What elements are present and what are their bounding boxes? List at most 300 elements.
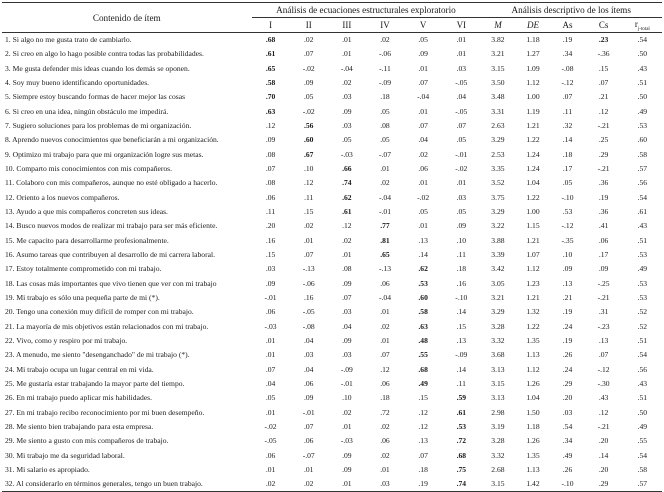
table-row	[2, 190, 662, 204]
value-cell: -.11	[379, 63, 391, 73]
value-cell: .08	[342, 264, 352, 274]
value-cell: .51	[637, 77, 648, 87]
item-text: 6. Si creo en una idea, ningún obstáculo me impedirá.	[5, 106, 169, 116]
value-cell: .58	[637, 149, 648, 159]
table-row	[2, 147, 662, 161]
table-body	[2, 33, 662, 492]
value-cell: 3.13	[491, 364, 505, 374]
table-row	[2, 248, 662, 262]
value-cell: .61	[342, 206, 352, 216]
value-cell: .01	[265, 465, 276, 475]
value-cell: 3.68	[491, 350, 505, 360]
value-cell: -.10	[561, 479, 574, 489]
value-cell: 3.88	[491, 235, 505, 245]
value-cell: 3.48	[491, 92, 505, 102]
value-cell: -.07	[302, 450, 315, 460]
value-cell: .58	[418, 307, 428, 317]
value-cell: .61	[456, 407, 467, 417]
value-cell: .25	[598, 135, 609, 145]
value-cell: .09	[342, 106, 352, 116]
value-cell: .07	[303, 422, 314, 432]
table-row	[2, 391, 662, 405]
value-cell: .61	[265, 49, 276, 59]
value-cell: 3.28	[491, 436, 505, 446]
value-cell: .13	[456, 336, 467, 346]
item-column-header: Contenido de ítem	[2, 3, 252, 33]
value-cell: .81	[380, 235, 390, 245]
value-cell: .02	[380, 321, 390, 331]
value-cell: -.30	[597, 379, 610, 389]
value-cell: -.04	[378, 192, 391, 202]
value-cell: .70	[265, 92, 276, 102]
value-cell: .03	[456, 63, 467, 73]
table-row	[2, 406, 662, 420]
col-header-sd: DE	[515, 18, 550, 33]
table-row	[2, 434, 662, 448]
col-header-mean: M	[480, 18, 515, 33]
value-cell: .07	[418, 450, 428, 460]
value-cell: .49	[562, 450, 573, 460]
value-cell: -.21	[597, 293, 610, 303]
value-cell: .59	[456, 393, 467, 403]
value-cell: .18	[380, 92, 390, 102]
value-cell: .72	[380, 407, 390, 417]
value-cell: 1.12	[526, 364, 540, 374]
item-text: 15. Me capacito para desarrollarme profesionalmente.	[5, 235, 169, 245]
value-cell: .60	[303, 135, 314, 145]
value-cell: 1.12	[526, 77, 540, 87]
item-text: 7. Sugiero soluciones para los problemas de mi organización.	[5, 120, 192, 130]
value-cell: .43	[637, 221, 648, 231]
value-cell: .01	[380, 307, 390, 317]
value-cell: .01	[380, 336, 390, 346]
value-cell: .01	[342, 479, 352, 489]
value-cell: 3.32	[491, 336, 505, 346]
value-cell: .65	[265, 63, 276, 73]
item-text: 18. Las cosas más importantes que vivo tienen que ver con mi trabajo	[5, 278, 217, 288]
value-cell: .26	[562, 465, 573, 475]
value-cell: .06	[598, 235, 609, 245]
value-cell: .09	[342, 465, 352, 475]
value-cell: 1.09	[526, 63, 540, 73]
value-cell: .66	[342, 163, 352, 173]
value-cell: -.01	[264, 293, 277, 303]
value-cell: 3.05	[491, 278, 505, 288]
value-cell: .23	[598, 35, 609, 44]
value-cell: .52	[637, 307, 648, 317]
value-cell: -.06	[302, 278, 315, 288]
table-row	[2, 377, 662, 391]
value-cell: -.36	[597, 49, 610, 59]
value-cell: .07	[265, 364, 276, 374]
value-cell: .49	[637, 106, 648, 116]
value-cell: .53	[637, 278, 648, 288]
value-cell: 3.39	[491, 249, 505, 259]
value-cell: .60	[637, 135, 648, 145]
value-cell: .72	[456, 436, 467, 446]
value-cell: 3.22	[491, 221, 505, 231]
table-row	[2, 76, 662, 90]
value-cell: 1.13	[526, 465, 540, 475]
value-cell: .09	[303, 77, 314, 87]
value-cell: 1.18	[526, 35, 540, 44]
value-cell: 2.68	[491, 465, 505, 475]
value-cell: .20	[598, 465, 609, 475]
value-cell: .01	[303, 465, 314, 475]
value-cell: .01	[265, 350, 276, 360]
value-cell: -.12	[561, 77, 574, 87]
value-cell: .04	[265, 379, 276, 389]
value-cell: .01	[380, 163, 390, 173]
value-cell: 1.07	[526, 249, 540, 259]
value-cell: .09	[456, 221, 467, 231]
value-cell: .18	[456, 264, 467, 274]
value-cell: .36	[598, 206, 609, 216]
value-cell: .74	[342, 178, 352, 188]
value-cell: .15	[456, 321, 467, 331]
value-cell: .09	[342, 450, 352, 460]
table-row	[2, 162, 662, 176]
value-cell: 2.98	[491, 407, 505, 417]
table-row	[2, 277, 662, 291]
value-cell: 1.50	[526, 407, 540, 417]
value-cell: .53	[456, 422, 467, 432]
value-cell: .19	[418, 479, 428, 489]
value-cell: .26	[562, 350, 573, 360]
value-cell: 1.13	[526, 350, 540, 360]
value-cell: .09	[265, 135, 276, 145]
item-text: 26. En mi trabajo puedo aplicar mis habilidades.	[5, 393, 152, 403]
value-cell: .10	[562, 249, 573, 259]
value-cell: .29	[598, 149, 609, 159]
value-cell: .03	[303, 350, 314, 360]
value-cell: .12	[303, 178, 314, 188]
item-text: 3. Me gusta defender mis ideas cuando los demás se oponen.	[5, 63, 190, 73]
value-cell: .17	[598, 249, 609, 259]
value-cell: 3.15	[491, 63, 505, 73]
value-cell: -.03	[264, 321, 277, 331]
value-cell: .03	[265, 264, 276, 274]
value-cell: .55	[637, 436, 648, 446]
item-text: 14. Busco nuevos modos de realizar mi trabajo para ser más eficiente.	[5, 221, 218, 231]
value-cell: -.07	[378, 149, 391, 159]
value-cell: 3.29	[491, 307, 505, 317]
value-cell: .52	[637, 321, 648, 331]
value-cell: .06	[380, 436, 390, 446]
value-cell: .67	[303, 149, 314, 159]
value-cell: .57	[637, 163, 648, 173]
value-cell: .14	[598, 450, 609, 460]
value-cell: -.02	[264, 422, 277, 432]
value-cell: -.05	[302, 307, 315, 317]
value-cell: .06	[380, 278, 390, 288]
value-cell: .01	[342, 249, 352, 259]
value-cell: .51	[637, 235, 648, 245]
value-cell: .20	[562, 393, 573, 403]
value-cell: .07	[598, 350, 609, 360]
value-cell: .77	[380, 221, 390, 231]
value-cell: .02	[303, 35, 314, 44]
item-text: 11. Colaboro con mis compañeros, aunque no esté obligado a hacerlo.	[5, 178, 218, 188]
value-cell: -.01	[455, 149, 468, 159]
item-text: 27. En mi trabajo recibo reconocimiento por mi buen desempeño.	[5, 407, 205, 417]
value-cell: -.23	[597, 321, 610, 331]
value-cell: .58	[265, 77, 276, 87]
value-cell: .11	[456, 249, 466, 259]
descriptive-group-header: Análisis descriptivo de los ítems	[480, 3, 662, 18]
value-cell: .06	[303, 379, 314, 389]
value-cell: .43	[637, 63, 648, 73]
value-cell: .09	[562, 264, 573, 274]
item-text: 2. Si creo en algo lo hago posible contra todas las probabilidades.	[5, 49, 204, 59]
value-cell: .06	[418, 163, 428, 173]
value-cell: .68	[418, 364, 428, 374]
value-cell: .13	[418, 235, 428, 245]
value-cell: .07	[562, 92, 573, 102]
value-cell: .11	[562, 106, 573, 116]
value-cell: .16	[456, 278, 467, 288]
value-cell: .05	[456, 206, 467, 216]
value-cell: .75	[456, 465, 467, 475]
table-row	[2, 119, 662, 133]
value-cell: 3.19	[491, 422, 505, 432]
value-cell: .18	[562, 149, 573, 159]
table-row	[2, 61, 662, 75]
value-cell: .05	[418, 206, 428, 216]
value-cell: .04	[303, 336, 314, 346]
value-cell: -.03	[340, 149, 353, 159]
value-cell: 2.53	[491, 149, 505, 159]
value-cell: .05	[380, 135, 390, 145]
value-cell: .01	[418, 221, 428, 231]
value-cell: .02	[303, 479, 314, 489]
value-cell: 3.31	[491, 106, 505, 116]
item-text: 29. Me siento a gusto con mis compañeros de trabajo.	[5, 436, 169, 446]
value-cell: .53	[637, 249, 648, 259]
value-cell: .05	[265, 393, 276, 403]
value-cell: .12	[418, 422, 428, 432]
value-cell: .50	[637, 92, 648, 102]
value-cell: .01	[380, 465, 390, 475]
table-row	[2, 262, 662, 276]
value-cell: .24	[562, 364, 573, 374]
value-cell: 1.35	[526, 450, 540, 460]
item-text: 20. Tengo una conexión muy difícil de romper con mi trabajo.	[5, 307, 194, 317]
value-cell: .12	[418, 407, 428, 417]
value-cell: 1.26	[526, 379, 540, 389]
value-cell: 3.15	[491, 479, 505, 489]
item-text: 21. La mayoría de mis objetivos están relacionados con mi trabajo.	[5, 321, 209, 331]
value-cell: .19	[562, 307, 573, 317]
item-text: 25. Me gustaría estar trabajando la mayor parte del tiempo.	[5, 379, 185, 389]
value-cell: .07	[265, 163, 276, 173]
table-row	[2, 449, 662, 463]
value-cell: .49	[637, 422, 648, 432]
value-cell: -.13	[378, 264, 391, 274]
item-text: 5. Siempre estoy buscando formas de hacer mejor las cosas	[5, 92, 186, 102]
value-cell: .54	[637, 192, 648, 202]
item-text: 32. Al considerarlo en términos generales, tengo un buen trabajo.	[5, 479, 203, 489]
value-cell: .21	[562, 293, 573, 303]
value-cell: .12	[598, 106, 609, 116]
value-cell: .08	[265, 149, 276, 159]
value-cell: .43	[598, 393, 609, 403]
value-cell: .03	[342, 92, 352, 102]
value-cell: .68	[265, 35, 276, 44]
value-cell: .09	[342, 336, 352, 346]
value-cell: .13	[562, 278, 573, 288]
value-cell: .02	[342, 407, 352, 417]
value-cell: 1.12	[526, 264, 540, 274]
item-text: 31. Mi salario es apropiado.	[5, 465, 90, 475]
value-cell: .54	[637, 350, 648, 360]
value-cell: -.03	[340, 436, 353, 446]
value-cell: .62	[418, 264, 428, 274]
table-row	[2, 33, 662, 48]
table-row	[2, 363, 662, 377]
value-cell: .53	[418, 278, 428, 288]
value-cell: .08	[380, 120, 390, 130]
value-cell: .08	[265, 178, 276, 188]
value-cell: .09	[265, 278, 276, 288]
value-cell: .19	[598, 192, 609, 202]
table-row	[2, 334, 662, 348]
value-cell: .06	[380, 379, 390, 389]
value-cell: -.09	[340, 364, 353, 374]
value-cell: .01	[342, 422, 352, 432]
value-cell: .12	[265, 120, 276, 130]
value-cell: .06	[303, 436, 314, 446]
value-cell: .06	[265, 192, 276, 202]
table-row	[2, 320, 662, 334]
col-header-V: V	[404, 18, 442, 33]
table-row	[2, 291, 662, 305]
value-cell: -.02	[302, 63, 315, 73]
value-cell: .53	[562, 206, 573, 216]
value-cell: 3.35	[491, 163, 505, 173]
item-text: 23. A menudo, me siento "desenganchado" de mi trabajo (*).	[5, 350, 190, 360]
value-cell: 3.32	[491, 450, 505, 460]
value-cell: 3.21	[491, 49, 505, 59]
value-cell: .04	[418, 135, 428, 145]
value-cell: 1.15	[526, 221, 540, 231]
value-cell: -.08	[302, 321, 315, 331]
value-cell: -.02	[417, 192, 430, 202]
table-row	[2, 348, 662, 362]
value-cell: .20	[265, 221, 276, 231]
col-header-kurtosis: Cs	[585, 18, 623, 33]
value-cell: 1.24	[526, 163, 540, 173]
value-cell: -.02	[302, 106, 315, 116]
value-cell: .02	[418, 149, 428, 159]
value-cell: .34	[562, 49, 573, 59]
value-cell: -.04	[378, 293, 391, 303]
value-cell: .01	[342, 49, 352, 59]
value-cell: .07	[303, 49, 314, 59]
value-cell: .10	[342, 393, 352, 403]
value-cell: .24	[562, 321, 573, 331]
value-cell: .17	[562, 163, 573, 173]
value-cell: .02	[342, 77, 352, 87]
value-cell: -.21	[597, 163, 610, 173]
value-cell: -.10	[561, 192, 574, 202]
value-cell: 3.29	[491, 206, 505, 216]
value-cell: .02	[265, 479, 276, 489]
value-cell: .19	[562, 35, 573, 44]
value-cell: 1.21	[526, 120, 540, 130]
value-cell: 3.29	[491, 135, 505, 145]
value-cell: .43	[637, 379, 648, 389]
value-cell: -.12	[597, 364, 610, 374]
value-cell: 1.35	[526, 336, 540, 346]
value-cell: .21	[598, 92, 609, 102]
table-row	[2, 104, 662, 118]
value-cell: 1.22	[526, 192, 540, 202]
value-cell: .54	[637, 35, 648, 44]
value-cell: .53	[637, 120, 648, 130]
table-row	[2, 133, 662, 147]
value-cell: .03	[342, 350, 352, 360]
value-cell: .57	[637, 479, 648, 489]
table-row	[2, 176, 662, 190]
value-cell: 1.21	[526, 235, 540, 245]
value-cell: -.21	[597, 120, 610, 130]
value-cell: .16	[303, 293, 314, 303]
value-cell: .04	[303, 364, 314, 374]
value-cell: 1.04	[526, 393, 540, 403]
value-cell: .11	[304, 192, 314, 202]
table-row	[2, 205, 662, 219]
value-cell: .11	[265, 206, 276, 216]
table-row	[2, 47, 662, 61]
value-cell: .51	[637, 336, 648, 346]
item-text: 22. Vivo, como y respiro por mi trabajo.	[5, 336, 128, 346]
value-cell: .56	[637, 178, 648, 188]
value-cell: .51	[637, 393, 648, 403]
value-cell: -.05	[455, 106, 468, 116]
value-cell: .74	[456, 479, 467, 489]
value-cell: .65	[380, 249, 390, 259]
item-text: 10. Comparto mis conocimientos con mis compañeros.	[5, 163, 173, 173]
value-cell: .03	[380, 479, 390, 489]
value-cell: .07	[342, 293, 352, 303]
value-cell: .54	[562, 422, 573, 432]
value-cell: .18	[380, 393, 390, 403]
value-cell: .10	[303, 163, 314, 173]
value-cell: .05	[562, 178, 573, 188]
value-cell: .02	[380, 35, 390, 44]
value-cell: .14	[418, 249, 428, 259]
value-cell: .04	[456, 92, 467, 102]
value-cell: .13	[418, 436, 428, 446]
value-cell: 1.00	[526, 92, 540, 102]
value-cell: .41	[598, 221, 609, 231]
value-cell: .20	[598, 436, 609, 446]
value-cell: -.05	[264, 436, 277, 446]
value-cell: .01	[265, 336, 276, 346]
value-cell: .02	[380, 450, 390, 460]
r-symbol: r	[634, 18, 638, 29]
value-cell: .18	[418, 465, 428, 475]
item-text: 1. Si algo no me gusta trato de cambiarlo.	[5, 35, 132, 44]
value-cell: -.09	[455, 350, 468, 360]
value-cell: .49	[418, 379, 428, 389]
value-cell: -.06	[378, 49, 391, 59]
value-cell: .07	[418, 77, 428, 87]
value-cell: .56	[303, 120, 314, 130]
value-cell: .01	[418, 178, 428, 188]
value-cell: .01	[303, 235, 314, 245]
